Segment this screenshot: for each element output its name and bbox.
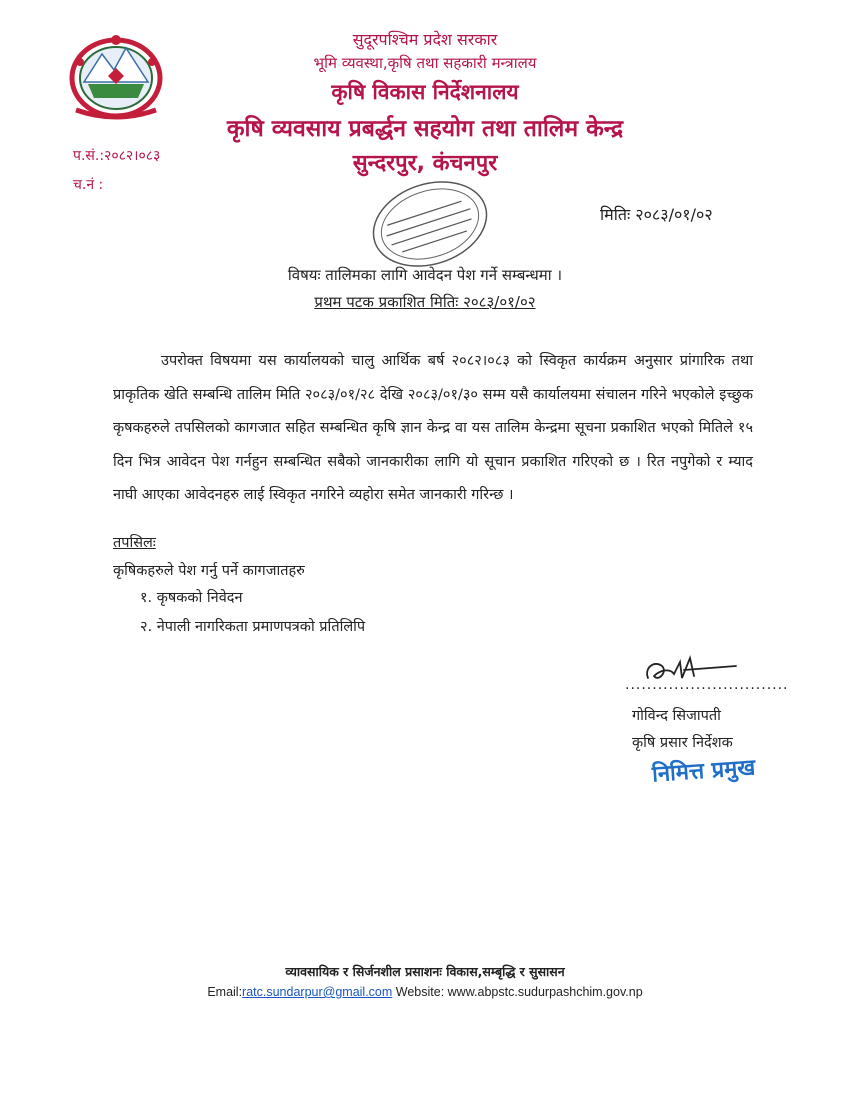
footer-contact [0,985,850,999]
email-label: Email: [207,985,243,999]
header-location: सुन्दरपुर, कंचनपुर [352,151,498,176]
signature-line: .............................. [625,677,789,693]
dispatch-number: च.नं : [73,177,104,193]
website-url[interactable]: www.abpstc.sudurpashchim.gov.np [447,985,643,999]
signatory-name: गोविन्द सिजापती [632,708,721,724]
acting-head-stamp: निमित्त प्रमुख [651,755,757,788]
header-center: कृषि व्यवसाय प्रबर्द्धन सहयोग तथा तालिम केन्द्र [226,116,624,142]
document-item-citizenship: २. नेपाली नागरिकता प्रमाणपत्रको प्रतिलिपि [140,619,366,635]
details-heading: तपसिलः [113,535,156,551]
signatory-designation: कृषि प्रसार निर्देशक [632,735,733,751]
letter-subject: विषयः तालिमका लागि आवेदन पेश गर्ने सम्बन्धमा । [287,266,563,284]
header-government: सुदूरपश्चिम प्रदेश सरकार [352,30,498,49]
document-item-application: १. कृषकको निवेदन [140,590,243,606]
header-ministry: भूमि व्यवस्था,कृषि तथा सहकारी मन्त्रालय [313,54,537,72]
letter-date: मितिः २०८३/०१/०२ [600,205,713,224]
reference-number: प.सं.:२०८२।०८३ [73,148,161,164]
office-stamp-icon [367,178,493,270]
first-published-date [0,292,850,312]
email-link[interactable]: ratc.sundarpur@gmail.com [242,985,393,999]
header-directorate: कृषि विकास निर्देशनालय [331,80,519,104]
letter-body: उपरोक्त विषयमा यस कार्यालयको चालु आर्थिक बर्ष २०८२।०८३ को स्विकृत कार्यक्रम अनुसार प्रांगारिक तथा प्राकृतिक खेति सम्बन्धि तालिम मिति २०८३/०१/२८ देखि २०८३/०१/३० सम्म यसै कार्यालयमा संचालन गरिने भएकोले इच्छुक कृषकहरुले तपसिलको कागजात सहित सम्बन्धित कृषि ज्ञान केन्द्र वा यस तालिम केन्द्रमा सूचना प्रकाशित भएको मितिले १५ दिन भित्र आवेदन पेश गर्नहुन सम्बन्धित सबैको जानकारीका लागि यो सूचान प्रकाशित गरिएको छ । रित नपुगेको र म्याद नाघी आएका आवेदनहरु लाई स्विकृत नगरिने व्यहोरा समेत जानकारी गरिन्छ । [113,353,753,503]
first-published-text: प्रथम पटक प्रकाशित मितिः २०८३/०१/०२ [314,293,536,311]
website-label: Website: [392,985,448,999]
required-documents-title: कृषिकहरुले पेश गर्नु पर्ने कागजातहरु [113,563,305,579]
footer-tagline: व्यावसायिक र सिर्जनशील प्रसाशनः विकास,सम्बृद्धि र सुसासन [285,964,565,979]
